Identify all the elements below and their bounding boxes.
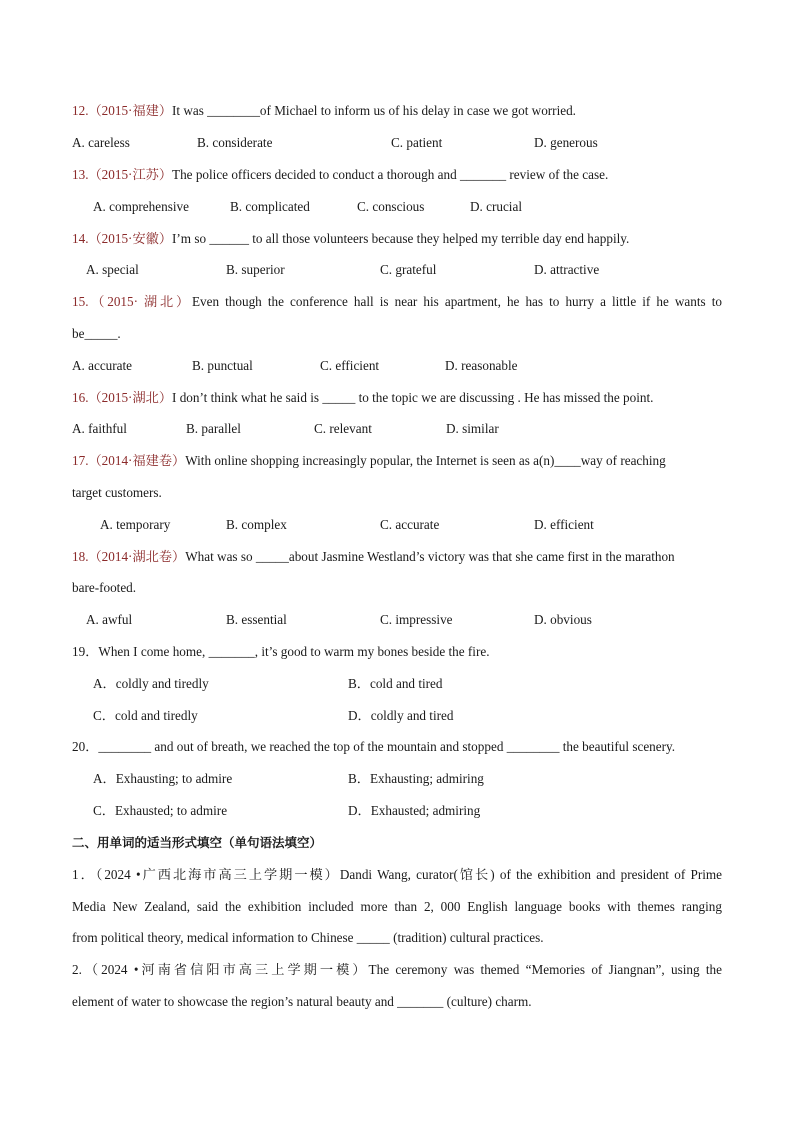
question-15 [72,293,722,311]
question-20 [72,738,722,756]
question-17 [72,452,722,470]
question-stem: I’m so ______ to all those volunteers because they helped my terrible day end happily. [172,231,630,246]
question-stem: It was ________of Michael to inform us of his delay in case we got worried. [172,103,576,118]
option-b: B. considerate [197,135,273,150]
grammar-item-1 [72,866,722,884]
option-a: A．coldly and tiredly [93,676,209,691]
question-stem: What was so _____about Jasmine Westland’s victory was that she came first in the marathon [185,549,675,564]
option-c: C. efficient [320,358,380,373]
question-19 [72,643,722,661]
question-18 [72,548,722,566]
grammar-item-1-line-3: from political theory, medical information to Chinese _____ (tradition) cultural practices. [72,930,544,945]
option-a: A. careless [72,135,130,150]
option-c: C．Exhausted; to admire [93,803,228,818]
question-number: 19． [72,644,99,659]
option-c: C. patient [391,135,443,150]
option-d: D. efficient [534,517,594,532]
option-d: D. generous [534,135,598,150]
option-b: B．Exhausting; admiring [348,771,484,786]
option-a: A．Exhausting; to admire [93,771,233,786]
option-b: B．cold and tired [348,676,443,691]
option-c: C. accurate [380,517,440,532]
option-d: D. obvious [534,612,592,627]
question-16 [72,389,722,407]
question-14 [72,230,722,248]
question-number: 15. [72,294,89,309]
option-d: D. similar [446,421,499,436]
option-d: D. crucial [470,199,522,214]
option-a: A. temporary [100,517,171,532]
item-number: 1． [72,867,96,882]
option-a: A. faithful [72,421,127,436]
option-b: B. complicated [230,199,310,214]
item-source: （2024 •河南省信阳市高三上学期一模） [81,962,369,977]
option-d: D. attractive [534,262,600,277]
question-source: （2015·福建） [88,103,173,118]
option-a: A. comprehensive [93,199,189,214]
question-number: 12. [72,103,89,118]
question-source: （2015· 湖北） [88,294,192,309]
option-d: D. reasonable [445,358,518,373]
option-b: B. parallel [186,421,241,436]
question-stem: The police officers decided to conduct a thorough and _______ review of the case. [172,167,609,182]
option-c: C. impressive [380,612,453,627]
question-source: （2015·江苏） [88,167,173,182]
question-number: 16. [72,390,89,405]
option-d: D．Exhausted; admiring [348,803,481,818]
option-c: C．cold and tiredly [93,708,198,723]
option-c: C. grateful [380,262,437,277]
grammar-item-2-line-2: element of water to showcase the region’s natural beauty and _______ (culture) charm. [72,994,532,1009]
question-source: （2014·福建卷） [88,453,186,468]
question-source: （2015·安徽） [88,231,173,246]
question-15-continued: be_____. [72,326,121,341]
question-number: 20． [72,739,99,754]
question-stem: With online shopping increasingly popular, the Internet is seen as a(n)____way of reaching [185,453,666,468]
question-number: 14. [72,231,89,246]
question-17-continued: target customers. [72,485,162,500]
question-13 [72,166,722,184]
option-c: C. conscious [357,199,425,214]
grammar-item-1-line-2: Media New Zealand, said the exhibition included more than 2, 000 English language books with themes ranging [72,899,722,914]
item-text: Dandi Wang, curator(馆长) of the exhibition and president of Prime [339,867,723,882]
question-stem: Even though the conference hall is near his apartment, he has to hurry a little if he wants to [191,294,722,309]
question-18-continued: bare-footed. [72,580,137,595]
option-b: B. superior [226,262,285,277]
question-stem: When I come home, _______, it’s good to warm my bones beside the fire. [98,644,490,659]
option-a: A. special [86,262,139,277]
option-d: D．coldly and tired [348,708,454,723]
question-number: 13. [72,167,89,182]
question-12 [72,102,722,120]
item-source: （2024 •广西北海市高三上学期一模） [95,867,340,882]
option-b: B. complex [226,517,287,532]
item-number: 2. [72,962,82,977]
option-b: B. punctual [192,358,253,373]
option-c: C. relevant [314,421,372,436]
item-text: The ceremony was themed “Memories of Jiangnan”, using the [368,962,723,977]
question-stem: I don’t think what he said is _____ to the topic we are discussing . He has missed the point. [172,390,654,405]
option-a: A. awful [86,612,133,627]
question-number: 17. [72,453,89,468]
question-stem: ________ and out of breath, we reached the top of the mountain and stopped ________ the beautiful scenery. [98,739,676,754]
option-b: B. essential [226,612,287,627]
question-source: （2014·湖北卷） [88,549,186,564]
question-number: 18. [72,549,89,564]
section-heading: 二、用单词的适当形式填空（单句语法填空） [72,835,323,850]
question-source: （2015·湖北） [88,390,173,405]
grammar-item-2 [72,961,722,979]
option-a: A. accurate [72,358,133,373]
